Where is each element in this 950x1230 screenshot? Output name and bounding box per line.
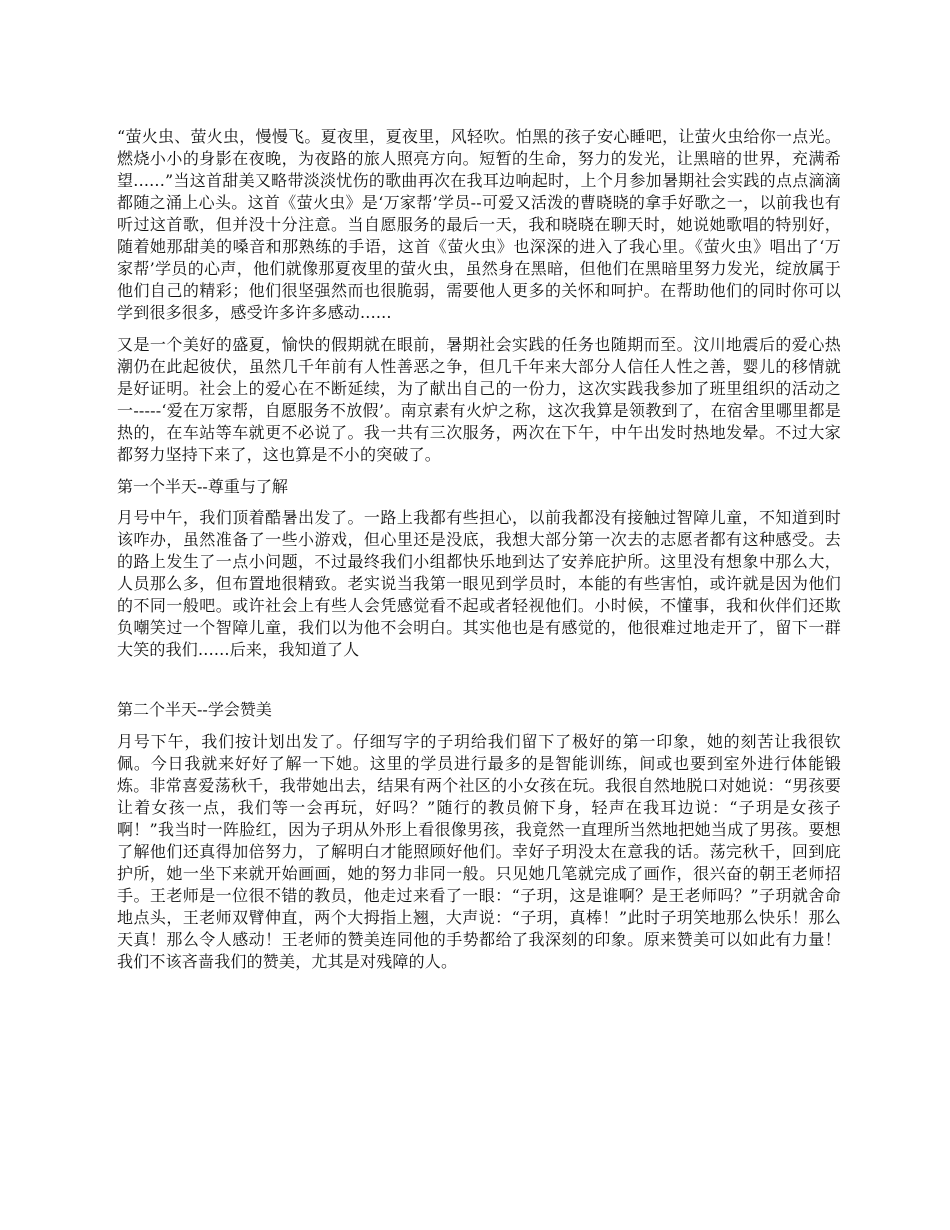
- paragraph-first-half-day: 月号中午，我们顶着酷暑出发了。一路上我都有些担心，以前我都没有接触过智障儿童，不知道到时该咋办，虽然准备了一些小游戏，但心里还是没底，我想大部分第一次去的志愿者都有这种感受。去的路上发生了一点小问题，不过最终我们小组都快乐地到达了安养庇护所。这里没有想象中那么大，人员那么多，但布置地很精致。老实说当我第一眼见到学员时，本能的有些害怕，或许就是因为他们的不同一般吧。或许社会上有些人会凭感觉看不起或者轻视他们。小时候，不懂事，我和伙伴们还欺负嘲笑过一个智障儿童，我们以为他不会明白。其实他也是有感觉的，他很难过地走开了，留下一群大笑的我们......后来，我知道了人: [117, 508, 841, 659]
- section-heading-first-half-day: 第一个半天--尊重与了解: [117, 477, 288, 496]
- paragraph-firefly-song: “萤火虫、萤火虫，慢慢飞。夏夜里，夏夜里，风轻吹。怕黑的孩子安心睡吧，让萤火虫给你一点光。燃烧小小的身影在夜晚，为夜路的旅人照亮方向。短暂的生命，努力的发光，让黑暗的世界，充满希望......”当这首甜美又略带淡淡忧伤的歌曲再次在我耳边响起时，上个月参加暑期社会实践的点点滴滴都随之涌上心头。这首《萤火虫》是‘万家帮’学员--可爱又活泼的曹晓晓的拿手好歌之一，以前我也有听过这首歌，但并没十分注意。当自愿服务的最后一天，我和晓晓在聊天时，她说她歌唱的特别好，随着她那甜美的嗓音和那熟练的手语，这首《萤火虫》也深深的进入了我心里。《萤火虫》唱出了‘万家帮’学员的心声，他们就像那夏夜里的萤火虫，虽然身在黑暗，但他们在黑暗里努力发光，绽放属于他们自己的精彩；他们很坚强然而也很脆弱，需要他人更多的关怀和呵护。在帮助他们的同时你可以学到很多很多，感受许多许多感动......: [117, 127, 841, 322]
- section-heading-second-half-day: 第二个半天--学会赞美: [117, 700, 272, 719]
- paragraph-summer-practice: 又是一个美好的盛夏，愉快的假期就在眼前，暑期社会实践的任务也随期而至。汶川地震后的爱心热潮仍在此起彼伏，虽然几千年前有人性善恶之争，但几千年来大部分人信任人性之善，婴儿的移情就是好证明。社会上的爱心在不断延续，为了献出自己的一份力，这次实践我参加了班里组织的活动之一-----‘爱在万家帮，自愿服务不放假’。南京素有火炉之称，这次我算是领教到了，在宿舍里哪里都是热的，在车站等车就更不必说了。我一共有三次服务，两次在下午，中午出发时热地发晕。不过大家都努力坚持下来了，这也算是不小的突破了。: [117, 335, 841, 464]
- document-page: [117, 126, 841, 973]
- paragraph-second-half-day: 月号下午，我们按计划出发了。仔细写字的子玥给我们留下了极好的第一印象，她的刻苦让我很钦佩。今日我就来好好了解一下她。这里的学员进行最多的是智能训练，间或也要到室外进行体能锻炼。非常喜爱荡秋千，我带她出去，结果有两个社区的小女孩在玩。我很自然地脱口对她说：“男孩要让着女孩一点，我们等一会再玩，好吗？”随行的教员俯下身，轻声在我耳边说：“子玥是女孩子啊！”我当时一阵脸红，因为子玥从外形上看很像男孩，我竟然一直理所当然地把她当成了男孩。要想了解他们还真得加倍努力，了解明白才能照顾好他们。幸好子玥没太在意我的话。荡完秋千，回到庇护所，她一坐下来就开始画画，她的努力非同一般。只见她几笔就完成了画作，很兴奋的朝王老师招手。王老师是一位很不错的教员，他走过来看了一眼：“子玥，这是谁啊？是王老师吗？”子玥就舍命地点头，王老师双臂伸直，两个大拇指上翘，大声说：“子玥，真棒！”此时子玥笑地那么快乐！那么天真！那么令人感动！王老师的赞美连同他的手势都给了我深刻的印象。原来赞美可以如此有力量！我们不该吝啬我们的赞美，尤其是对残障的人。: [117, 732, 841, 971]
